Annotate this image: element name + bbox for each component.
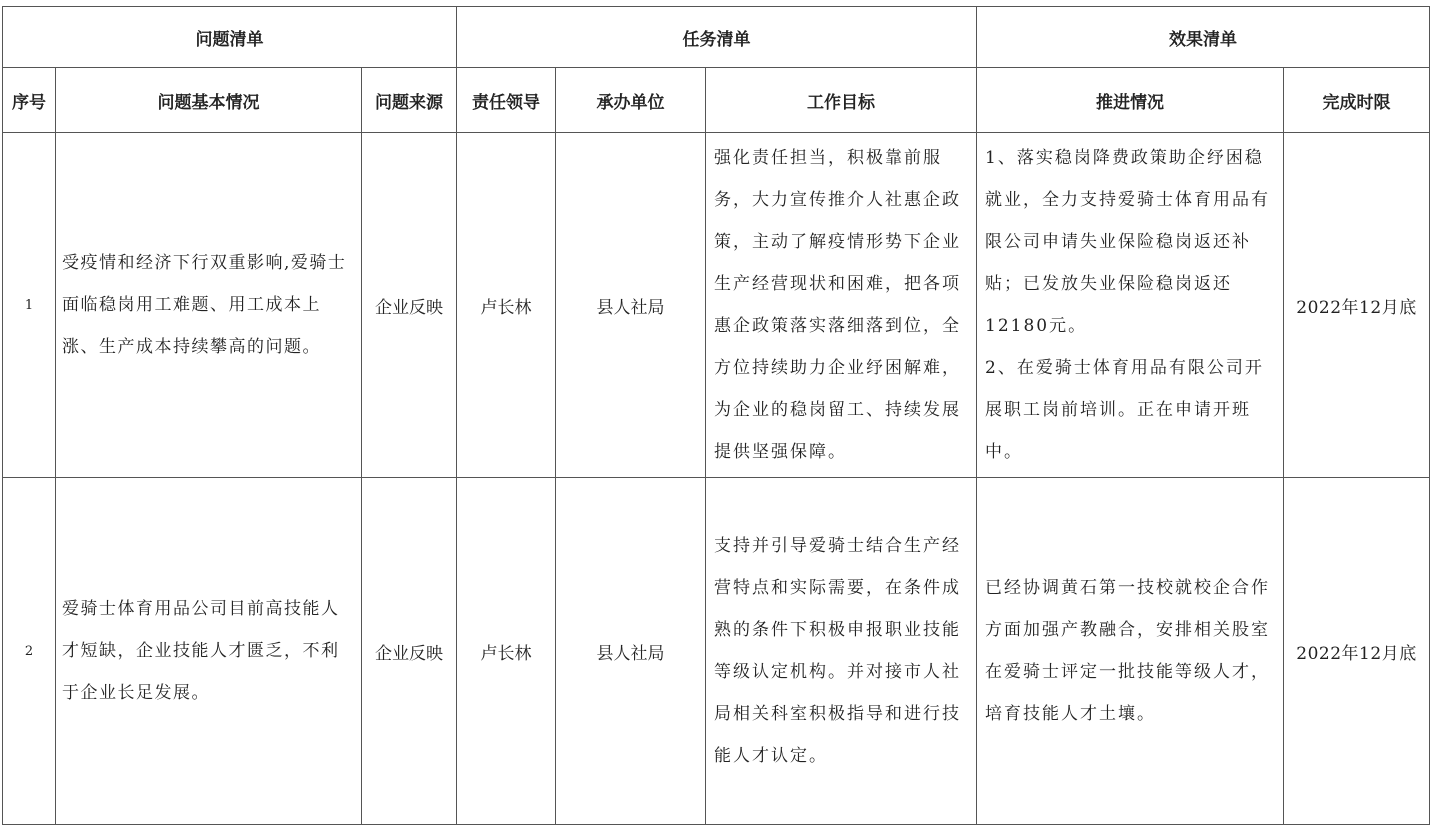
column-header-seq: 序号 (3, 68, 56, 133)
column-header-problem-source: 问题来源 (362, 68, 457, 133)
row-goal: 强化责任担当，积极靠前服务，大力宣传推介人社惠企政策，主动了解疫情形势下企业生产经营现状和困难，把各项惠企政策落实落细落到位，全方位持续助力企业纾困解难，为企业的稳岗留工、持续发展提供坚强保障。 (706, 133, 977, 478)
table-row (3, 478, 1430, 825)
row-unit: 县人社局 (556, 478, 706, 825)
row-unit: 县人社局 (556, 133, 706, 478)
row-progress-item-1: 已经协调黄石第一技校就校企合作方面加强产教融合，安排相关股室在爱骑士评定一批技能等级人才，培育技能人才土壤。 (985, 578, 1270, 724)
row-deadline: 2022年12月底 (1284, 133, 1430, 478)
row-problem-source: 企业反映 (362, 478, 457, 825)
group-header-result-list: 效果清单 (977, 7, 1430, 68)
group-header-row (3, 7, 1430, 68)
column-header-leader: 责任领导 (457, 68, 556, 133)
row-problem-desc: 爱骑士体育用品公司目前高技能人才短缺，企业技能人才匮乏，不利于企业长足发展。 (56, 478, 362, 825)
row-seq: 1 (3, 133, 56, 478)
column-header-goal: 工作目标 (706, 68, 977, 133)
row-progress (977, 133, 1284, 478)
column-header-problem-desc: 问题基本情况 (56, 68, 362, 133)
row-problem-desc: 受疫情和经济下行双重影响,爱骑士面临稳岗用工难题、用工成本上涨、生产成本持续攀高的问题。 (56, 133, 362, 478)
task-list-table (2, 6, 1430, 825)
row-progress-item-2: 2、在爱骑士体育用品有限公司开展职工岗前培训。正在申请开班中。 (985, 358, 1264, 462)
row-goal: 支持并引导爱骑士结合生产经营特点和实际需要，在条件成熟的条件下积极申报职业技能等级认定机构。并对接市人社局相关科室积极指导和进行技能人才认定。 (706, 478, 977, 825)
row-deadline: 2022年12月底 (1284, 478, 1430, 825)
column-header-row (3, 68, 1430, 133)
column-header-progress: 推进情况 (977, 68, 1284, 133)
row-leader: 卢长林 (457, 478, 556, 825)
column-header-deadline: 完成时限 (1284, 68, 1430, 133)
table-row (3, 133, 1430, 478)
row-problem-source: 企业反映 (362, 133, 457, 478)
group-header-problem-list: 问题清单 (3, 7, 457, 68)
row-progress-item-1: 1、落实稳岗降费政策助企纾困稳就业，全力支持爱骑士体育用品有限公司申请失业保险稳岗返还补贴；已发放失业保险稳岗返还12180元。 (985, 148, 1270, 336)
row-progress (977, 478, 1284, 825)
group-header-task-list: 任务清单 (457, 7, 977, 68)
column-header-unit: 承办单位 (556, 68, 706, 133)
row-leader: 卢长林 (457, 133, 556, 478)
row-seq: 2 (3, 478, 56, 825)
